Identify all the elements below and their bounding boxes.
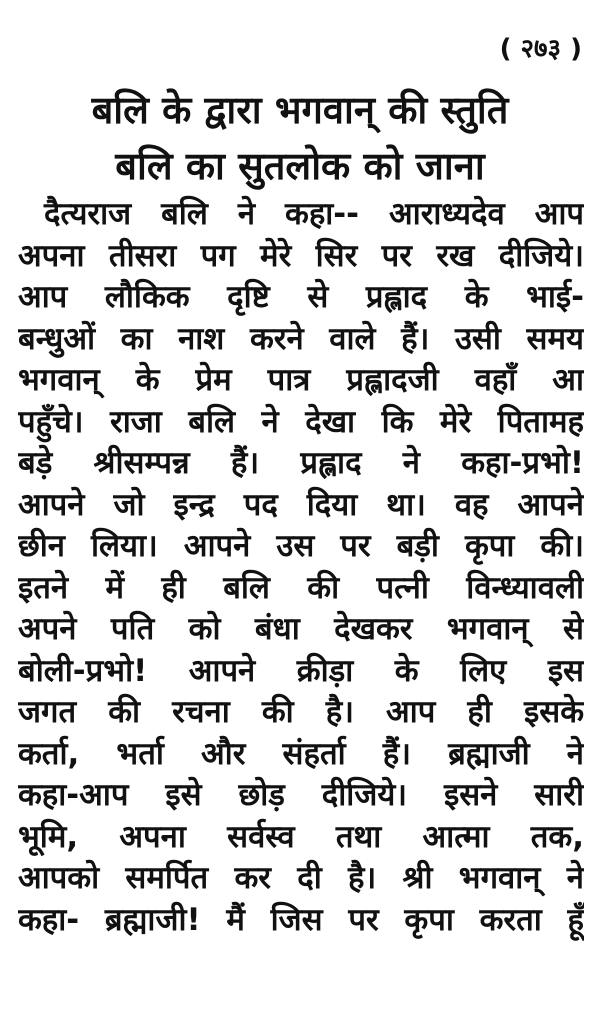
text-line: बड़े श्रीसम्पन्न हैं। प्रह्लाद ने कहा-प्रभो! <box>18 445 584 481</box>
text-line: छीन लिया। आपने उस पर बड़ी कृपा की। <box>18 528 584 564</box>
chapter-title: बलि के द्वारा भगवान् की स्तुति <box>91 88 509 132</box>
text-line: आपने जो इन्द्र पद दिया था। वह आपने <box>18 486 584 523</box>
text-line: जगत की रचना की है। आप ही इसके <box>18 694 584 730</box>
text-line: बोली-प्रभो! आपने क्रीड़ा के लिए इस <box>18 652 584 689</box>
text-line: कहा-आप इसे छोड़ दीजिये। इसने सारी <box>18 777 584 813</box>
page-number: ( २७३ ) <box>499 34 582 64</box>
text-line: अपने पति को बंधा देखकर भगवान् से <box>18 611 584 647</box>
text-line: बन्धुओं का नाश करने वाले हैं। उसी समय <box>18 320 584 357</box>
text-line: भूमि, अपना सर्वस्व तथा आत्मा तक, <box>18 818 584 855</box>
text-line: पहुँचे। राजा बलि ने देखा कि मेरे पितामह <box>18 403 584 440</box>
text-line: अपना तीसरा पग मेरे सिर पर रख दीजिये। <box>18 237 584 274</box>
body-text <box>18 194 584 941</box>
chapter-subtitle: बलि का सुतलोक को जाना <box>115 144 485 188</box>
text-line: आपको समर्पित कर दी है। श्री भगवान् ने <box>18 860 584 896</box>
text-line: कर्ता, भर्ता और संहर्ता हैं। ब्रह्माजी ने <box>18 735 584 772</box>
text-line: इतने में ही बलि की पत्नी विन्ध्यावली <box>18 569 584 606</box>
text-line: दैत्यराज बलि ने कहा-- आराध्यदेव आप <box>44 196 584 232</box>
text-line: आप लौकिक दृष्टि से प्रह्लाद के भाई- <box>18 279 584 315</box>
text-line: भगवान् के प्रेम पात्र प्रह्लादजी वहाँ आ <box>18 362 584 398</box>
text-line: कहा- ब्रह्माजी! मैं जिस पर कृपा करता हूँ <box>18 901 584 938</box>
